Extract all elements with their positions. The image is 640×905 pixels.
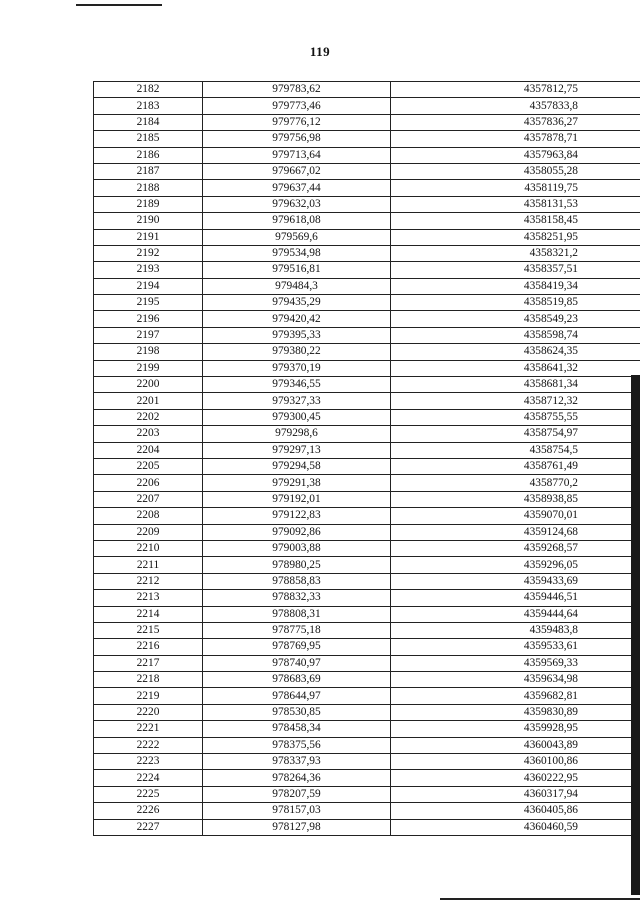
point-number-cell: 2185 (94, 131, 203, 147)
point-number-cell: 2206 (94, 475, 203, 491)
y-coordinate-cell: 4360405,86 (391, 803, 640, 819)
y-coordinate-cell: 4357878,71 (391, 131, 640, 147)
point-number-cell: 2208 (94, 508, 203, 524)
point-number-cell: 2182 (94, 82, 203, 98)
x-coordinate-cell: 979776,12 (203, 114, 391, 130)
point-number-cell: 2220 (94, 704, 203, 720)
x-coordinate-cell: 979370,19 (203, 360, 391, 376)
x-coordinate-cell: 978458,34 (203, 721, 391, 737)
point-number-cell: 2217 (94, 655, 203, 671)
table-row (94, 721, 640, 737)
x-coordinate-cell: 979327,33 (203, 393, 391, 409)
table-row (94, 672, 640, 688)
y-coordinate-cell: 4359124,68 (391, 524, 640, 540)
table-row (94, 803, 640, 819)
point-number-cell: 2197 (94, 327, 203, 343)
y-coordinate-cell: 4358641,32 (391, 360, 640, 376)
x-coordinate-cell: 979637,44 (203, 180, 391, 196)
point-number-cell: 2193 (94, 262, 203, 278)
table-row (94, 327, 640, 343)
x-coordinate-cell: 978644,97 (203, 688, 391, 704)
table-row (94, 393, 640, 409)
y-coordinate-cell: 4358055,28 (391, 163, 640, 179)
bottom-rule (440, 898, 640, 900)
y-coordinate-cell: 4358712,32 (391, 393, 640, 409)
x-coordinate-cell: 979713,64 (203, 147, 391, 163)
point-number-cell: 2196 (94, 311, 203, 327)
x-coordinate-cell: 979380,22 (203, 344, 391, 360)
table-row (94, 196, 640, 212)
y-coordinate-cell: 4359446,51 (391, 590, 640, 606)
x-coordinate-cell: 979435,29 (203, 295, 391, 311)
table-row (94, 639, 640, 655)
y-coordinate-cell: 4358598,74 (391, 327, 640, 343)
table-row (94, 491, 640, 507)
x-coordinate-cell: 979192,01 (203, 491, 391, 507)
table-row (94, 704, 640, 720)
point-number-cell: 2200 (94, 377, 203, 393)
coordinates-table (93, 81, 640, 836)
x-coordinate-cell: 978980,25 (203, 557, 391, 573)
point-number-cell: 2219 (94, 688, 203, 704)
table-row (94, 442, 640, 458)
y-coordinate-cell: 4358754,5 (391, 442, 640, 458)
top-rule (76, 4, 162, 6)
y-coordinate-cell: 4359433,69 (391, 573, 640, 589)
y-coordinate-cell: 4358131,53 (391, 196, 640, 212)
table-row (94, 180, 640, 196)
y-coordinate-cell: 4358681,34 (391, 377, 640, 393)
y-coordinate-cell: 4358251,95 (391, 229, 640, 245)
point-number-cell: 2210 (94, 540, 203, 556)
y-coordinate-cell: 4358938,85 (391, 491, 640, 507)
y-coordinate-cell: 4358321,2 (391, 245, 640, 261)
point-number-cell: 2195 (94, 295, 203, 311)
x-coordinate-cell: 978769,95 (203, 639, 391, 655)
y-coordinate-cell: 4357833,8 (391, 98, 640, 114)
y-coordinate-cell: 4359070,01 (391, 508, 640, 524)
table-row (94, 262, 640, 278)
y-coordinate-cell: 4359569,33 (391, 655, 640, 671)
point-number-cell: 2205 (94, 458, 203, 474)
table-row (94, 131, 640, 147)
point-number-cell: 2188 (94, 180, 203, 196)
x-coordinate-cell: 979297,13 (203, 442, 391, 458)
point-number-cell: 2187 (94, 163, 203, 179)
x-coordinate-cell: 979294,58 (203, 458, 391, 474)
table-row (94, 524, 640, 540)
table-row (94, 540, 640, 556)
table-row (94, 606, 640, 622)
y-coordinate-cell: 4358357,51 (391, 262, 640, 278)
point-number-cell: 2212 (94, 573, 203, 589)
x-coordinate-cell: 979632,03 (203, 196, 391, 212)
x-coordinate-cell: 979298,6 (203, 426, 391, 442)
table-row (94, 213, 640, 229)
point-number-cell: 2191 (94, 229, 203, 245)
point-number-cell: 2192 (94, 245, 203, 261)
table-row (94, 458, 640, 474)
point-number-cell: 2184 (94, 114, 203, 130)
x-coordinate-cell: 978683,69 (203, 672, 391, 688)
table-row (94, 770, 640, 786)
table-row (94, 573, 640, 589)
y-coordinate-cell: 4358754,97 (391, 426, 640, 442)
y-coordinate-cell: 4357963,84 (391, 147, 640, 163)
table-row (94, 475, 640, 491)
y-coordinate-cell: 4359928,95 (391, 721, 640, 737)
table-row (94, 377, 640, 393)
point-number-cell: 2214 (94, 606, 203, 622)
y-coordinate-cell: 4360222,95 (391, 770, 640, 786)
table-row (94, 688, 640, 704)
point-number-cell: 2183 (94, 98, 203, 114)
point-number-cell: 2213 (94, 590, 203, 606)
x-coordinate-cell: 979667,02 (203, 163, 391, 179)
table-row (94, 409, 640, 425)
x-coordinate-cell: 979534,98 (203, 245, 391, 261)
point-number-cell: 2218 (94, 672, 203, 688)
x-coordinate-cell: 979346,55 (203, 377, 391, 393)
point-number-cell: 2201 (94, 393, 203, 409)
point-number-cell: 2226 (94, 803, 203, 819)
point-number-cell: 2227 (94, 819, 203, 835)
x-coordinate-cell: 978157,03 (203, 803, 391, 819)
table-row (94, 590, 640, 606)
point-number-cell: 2207 (94, 491, 203, 507)
x-coordinate-cell: 979618,08 (203, 213, 391, 229)
y-coordinate-cell: 4358761,49 (391, 458, 640, 474)
x-coordinate-cell: 979300,45 (203, 409, 391, 425)
y-coordinate-cell: 4358419,34 (391, 278, 640, 294)
y-coordinate-cell: 4358755,55 (391, 409, 640, 425)
table-row (94, 360, 640, 376)
point-number-cell: 2223 (94, 754, 203, 770)
y-coordinate-cell: 4359830,89 (391, 704, 640, 720)
table-row (94, 114, 640, 130)
point-number-cell: 2198 (94, 344, 203, 360)
table-row (94, 754, 640, 770)
table-row (94, 98, 640, 114)
x-coordinate-cell: 979756,98 (203, 131, 391, 147)
coordinates-table-body (94, 82, 640, 836)
point-number-cell: 2221 (94, 721, 203, 737)
table-row (94, 278, 640, 294)
x-coordinate-cell: 979395,33 (203, 327, 391, 343)
y-coordinate-cell: 4360317,94 (391, 786, 640, 802)
point-number-cell: 2224 (94, 770, 203, 786)
table-row (94, 426, 640, 442)
x-coordinate-cell: 979516,81 (203, 262, 391, 278)
x-coordinate-cell: 979291,38 (203, 475, 391, 491)
point-number-cell: 2190 (94, 213, 203, 229)
y-coordinate-cell: 4359634,98 (391, 672, 640, 688)
scan-edge-bar (631, 375, 640, 895)
x-coordinate-cell: 978264,36 (203, 770, 391, 786)
table-row (94, 295, 640, 311)
y-coordinate-cell: 4359533,61 (391, 639, 640, 655)
point-number-cell: 2194 (94, 278, 203, 294)
point-number-cell: 2209 (94, 524, 203, 540)
table-row (94, 786, 640, 802)
table-row (94, 311, 640, 327)
point-number-cell: 2215 (94, 622, 203, 638)
y-coordinate-cell: 4360043,89 (391, 737, 640, 753)
y-coordinate-cell: 4359483,8 (391, 622, 640, 638)
x-coordinate-cell: 978337,93 (203, 754, 391, 770)
x-coordinate-cell: 979484,3 (203, 278, 391, 294)
x-coordinate-cell: 979569,6 (203, 229, 391, 245)
x-coordinate-cell: 978127,98 (203, 819, 391, 835)
table-row (94, 622, 640, 638)
x-coordinate-cell: 979773,46 (203, 98, 391, 114)
table-row (94, 245, 640, 261)
table-row (94, 557, 640, 573)
point-number-cell: 2222 (94, 737, 203, 753)
table-row (94, 819, 640, 835)
y-coordinate-cell: 4360100,86 (391, 754, 640, 770)
point-number-cell: 2225 (94, 786, 203, 802)
x-coordinate-cell: 978775,18 (203, 622, 391, 638)
point-number-cell: 2189 (94, 196, 203, 212)
y-coordinate-cell: 4359268,57 (391, 540, 640, 556)
y-coordinate-cell: 4357812,75 (391, 82, 640, 98)
page-number: 119 (309, 44, 331, 59)
table-row (94, 163, 640, 179)
y-coordinate-cell: 4359444,64 (391, 606, 640, 622)
x-coordinate-cell: 979420,42 (203, 311, 391, 327)
point-number-cell: 2216 (94, 639, 203, 655)
table-row (94, 508, 640, 524)
y-coordinate-cell: 4358770,2 (391, 475, 640, 491)
y-coordinate-cell: 4358119,75 (391, 180, 640, 196)
table-row (94, 229, 640, 245)
x-coordinate-cell: 978832,33 (203, 590, 391, 606)
y-coordinate-cell: 4358158,45 (391, 213, 640, 229)
table-row (94, 344, 640, 360)
x-coordinate-cell: 979122,83 (203, 508, 391, 524)
x-coordinate-cell: 978858,83 (203, 573, 391, 589)
table-row (94, 147, 640, 163)
point-number-cell: 2186 (94, 147, 203, 163)
y-coordinate-cell: 4358624,35 (391, 344, 640, 360)
table-row (94, 737, 640, 753)
y-coordinate-cell: 4358519,85 (391, 295, 640, 311)
point-number-cell: 2199 (94, 360, 203, 376)
x-coordinate-cell: 979783,62 (203, 82, 391, 98)
x-coordinate-cell: 978375,56 (203, 737, 391, 753)
point-number-cell: 2204 (94, 442, 203, 458)
x-coordinate-cell: 979092,86 (203, 524, 391, 540)
x-coordinate-cell: 978808,31 (203, 606, 391, 622)
point-number-cell: 2202 (94, 409, 203, 425)
point-number-cell: 2203 (94, 426, 203, 442)
y-coordinate-cell: 4357836,27 (391, 114, 640, 130)
table-row (94, 82, 640, 98)
y-coordinate-cell: 4359296,05 (391, 557, 640, 573)
y-coordinate-cell: 4359682,81 (391, 688, 640, 704)
x-coordinate-cell: 978740,97 (203, 655, 391, 671)
y-coordinate-cell: 4358549,23 (391, 311, 640, 327)
x-coordinate-cell: 979003,88 (203, 540, 391, 556)
x-coordinate-cell: 978530,85 (203, 704, 391, 720)
table-row (94, 655, 640, 671)
y-coordinate-cell: 4360460,59 (391, 819, 640, 835)
point-number-cell: 2211 (94, 557, 203, 573)
x-coordinate-cell: 978207,59 (203, 786, 391, 802)
